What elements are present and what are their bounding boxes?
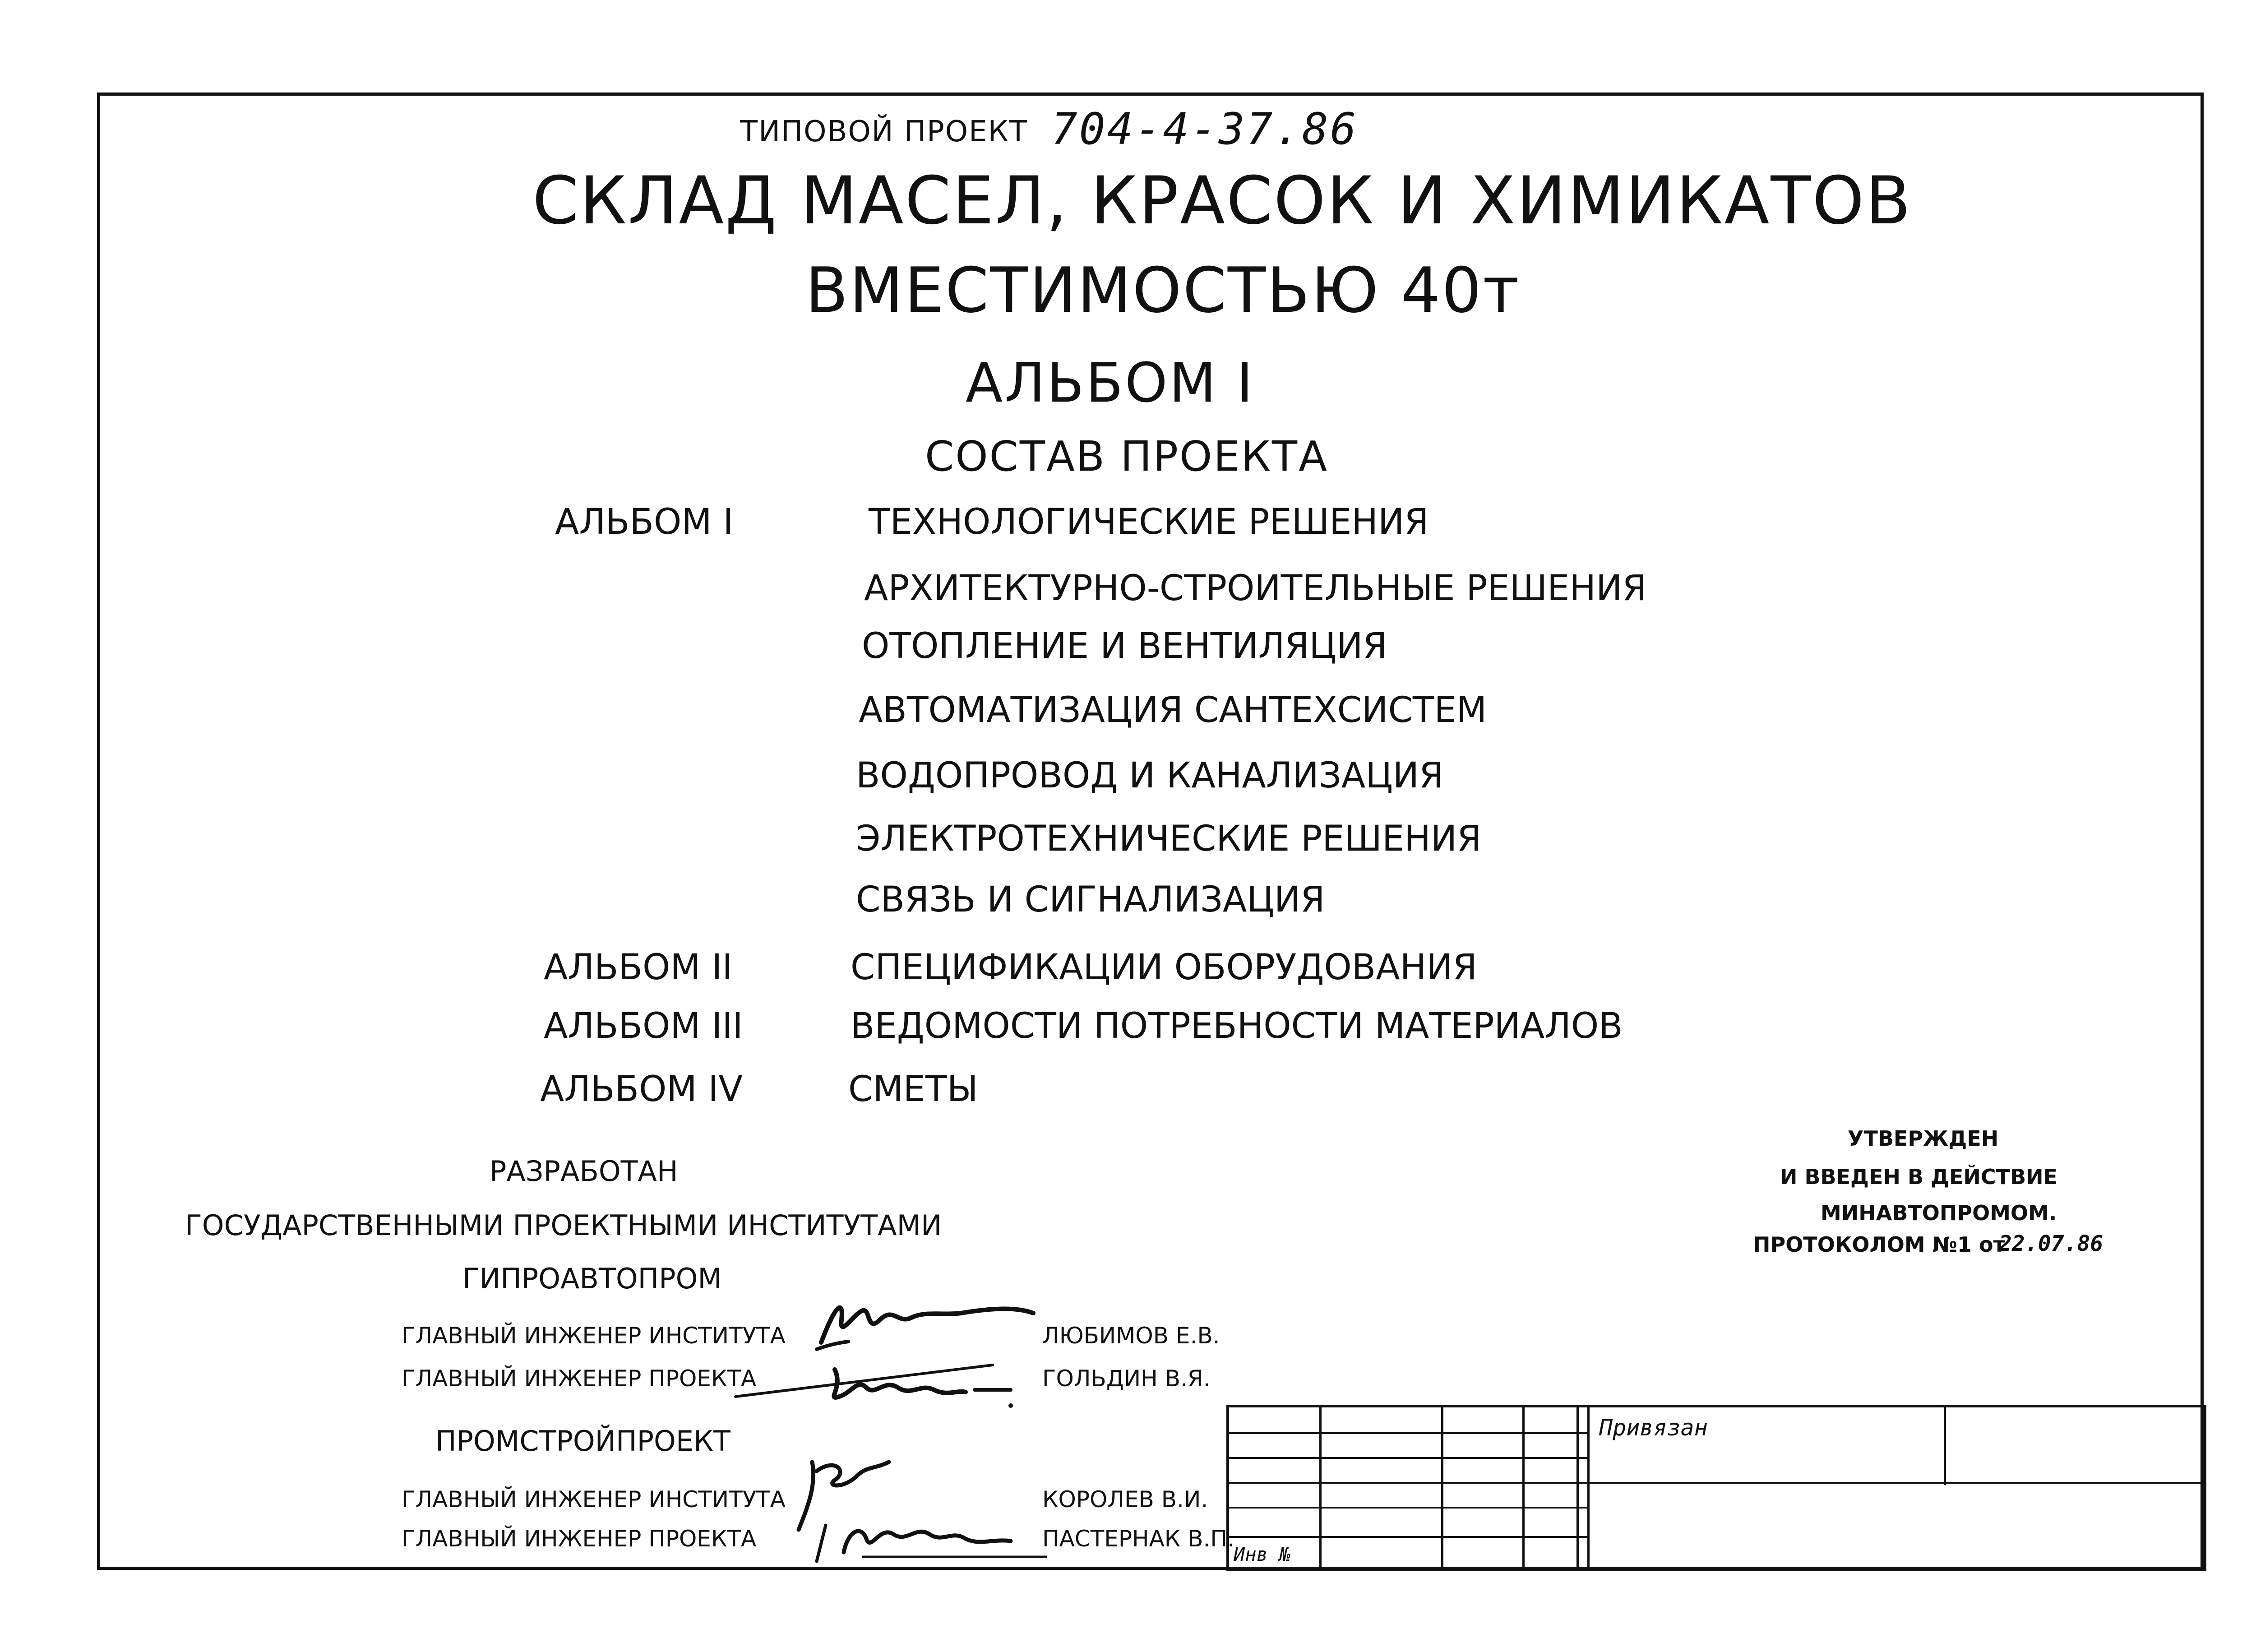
title-block-stamp — [1226, 1405, 2206, 1571]
composition-title: СОСТАВ ПРОЕКТА — [925, 432, 1329, 481]
album1-item: ЭЛЕКТРОТЕХНИЧЕСКИЕ РЕШЕНИЯ — [856, 819, 1482, 859]
album1-item: ТЕХНОЛОГИЧЕСКИЕ РЕШЕНИЯ — [869, 502, 1429, 542]
inst1-role2: ГЛАВНЫЙ ИНЖЕНЕР ПРОЕКТА — [402, 1365, 757, 1392]
project-label: ТИПОВОЙ ПРОЕКТ — [740, 115, 1028, 148]
album2-label: АЛЬБОМ II — [544, 947, 733, 988]
inst2-name: ПРОМСТРОЙПРОЕКТ — [435, 1425, 730, 1458]
album1-item: АВТОМАТИЗАЦИЯ САНТЕХСИСТЕМ — [859, 690, 1487, 731]
album1-item: ОТОПЛЕНИЕ И ВЕНТИЛЯЦИЯ — [862, 626, 1387, 666]
album1-label: АЛЬБОМ I — [555, 502, 734, 542]
album1-item: ВОДОПРОВОД И КАНАЛИЗАЦИЯ — [856, 755, 1444, 796]
inst1-name: ГИПРОАВТОПРОМ — [462, 1262, 722, 1295]
title-line-1: СКЛАД МАСЕЛ, КРАСОК И ХИМИКАТОВ — [532, 162, 1912, 239]
approved-line2: И ВВЕДЕН В ДЕЙСТВИЕ — [1780, 1165, 2058, 1189]
album1-item: АРХИТЕКТУРНО-СТРОИТЕЛЬНЫЕ РЕШЕНИЯ — [864, 568, 1647, 609]
album-heading: АЛЬБОМ I — [966, 352, 1255, 415]
approved-line1: УТВЕРЖДЕН — [1848, 1126, 1999, 1151]
inst2-role1: ГЛАВНЫЙ ИНЖЕНЕР ИНСТИТУТА — [402, 1486, 786, 1513]
stamp-bound-label: Привязан — [1599, 1415, 1708, 1441]
album4-item: СМЕТЫ — [848, 1069, 978, 1110]
inst2-person2: ПАСТЕРНАК В.П. — [1042, 1526, 1234, 1552]
developed-heading: РАЗРАБОТАН — [490, 1155, 678, 1188]
developed-by: ГОСУДАРСТВЕННЫМИ ПРОЕКТНЫМИ ИНСТИТУТАМИ — [185, 1209, 942, 1242]
approved-line3: МИНАВТОПРОМОМ. — [1821, 1201, 2057, 1225]
inst1-person1: ЛЮБИМОВ Е.В. — [1042, 1323, 1220, 1349]
album3-label: АЛЬБОМ III — [544, 1006, 743, 1046]
signature-pasternak — [808, 1507, 1051, 1570]
album4-label: АЛЬБОМ IV — [540, 1069, 743, 1110]
album3-item: ВЕДОМОСТИ ПОТРЕБНОСТИ МАТЕРИАЛОВ — [851, 1006, 1623, 1046]
inst1-person2: ГОЛЬДИН В.Я. — [1042, 1365, 1211, 1392]
project-number: 704-4-37.86 — [1051, 104, 1358, 154]
title-line-2: ВМЕСТИМОСТЬЮ 40т — [805, 254, 1521, 327]
signature-goldin — [722, 1347, 1038, 1419]
approved-line4-prefix: ПРОТОКОЛОМ №1 от — [1753, 1232, 2006, 1257]
approved-date: 22.07.86 — [1999, 1231, 2103, 1256]
album2-item: СПЕЦИФИКАЦИИ ОБОРУДОВАНИЯ — [851, 947, 1477, 988]
album1-item: СВЯЗЬ И СИГНАЛИЗАЦИЯ — [856, 879, 1325, 920]
inst2-person1: КОРОЛЕВ В.И. — [1042, 1486, 1208, 1513]
stamp-inv-label: Инв № — [1234, 1543, 1291, 1565]
inst1-role1: ГЛАВНЫЙ ИНЖЕНЕР ИНСТИТУТА — [402, 1323, 786, 1349]
inst2-role2: ГЛАВНЫЙ ИНЖЕНЕР ПРОЕКТА — [402, 1526, 757, 1552]
